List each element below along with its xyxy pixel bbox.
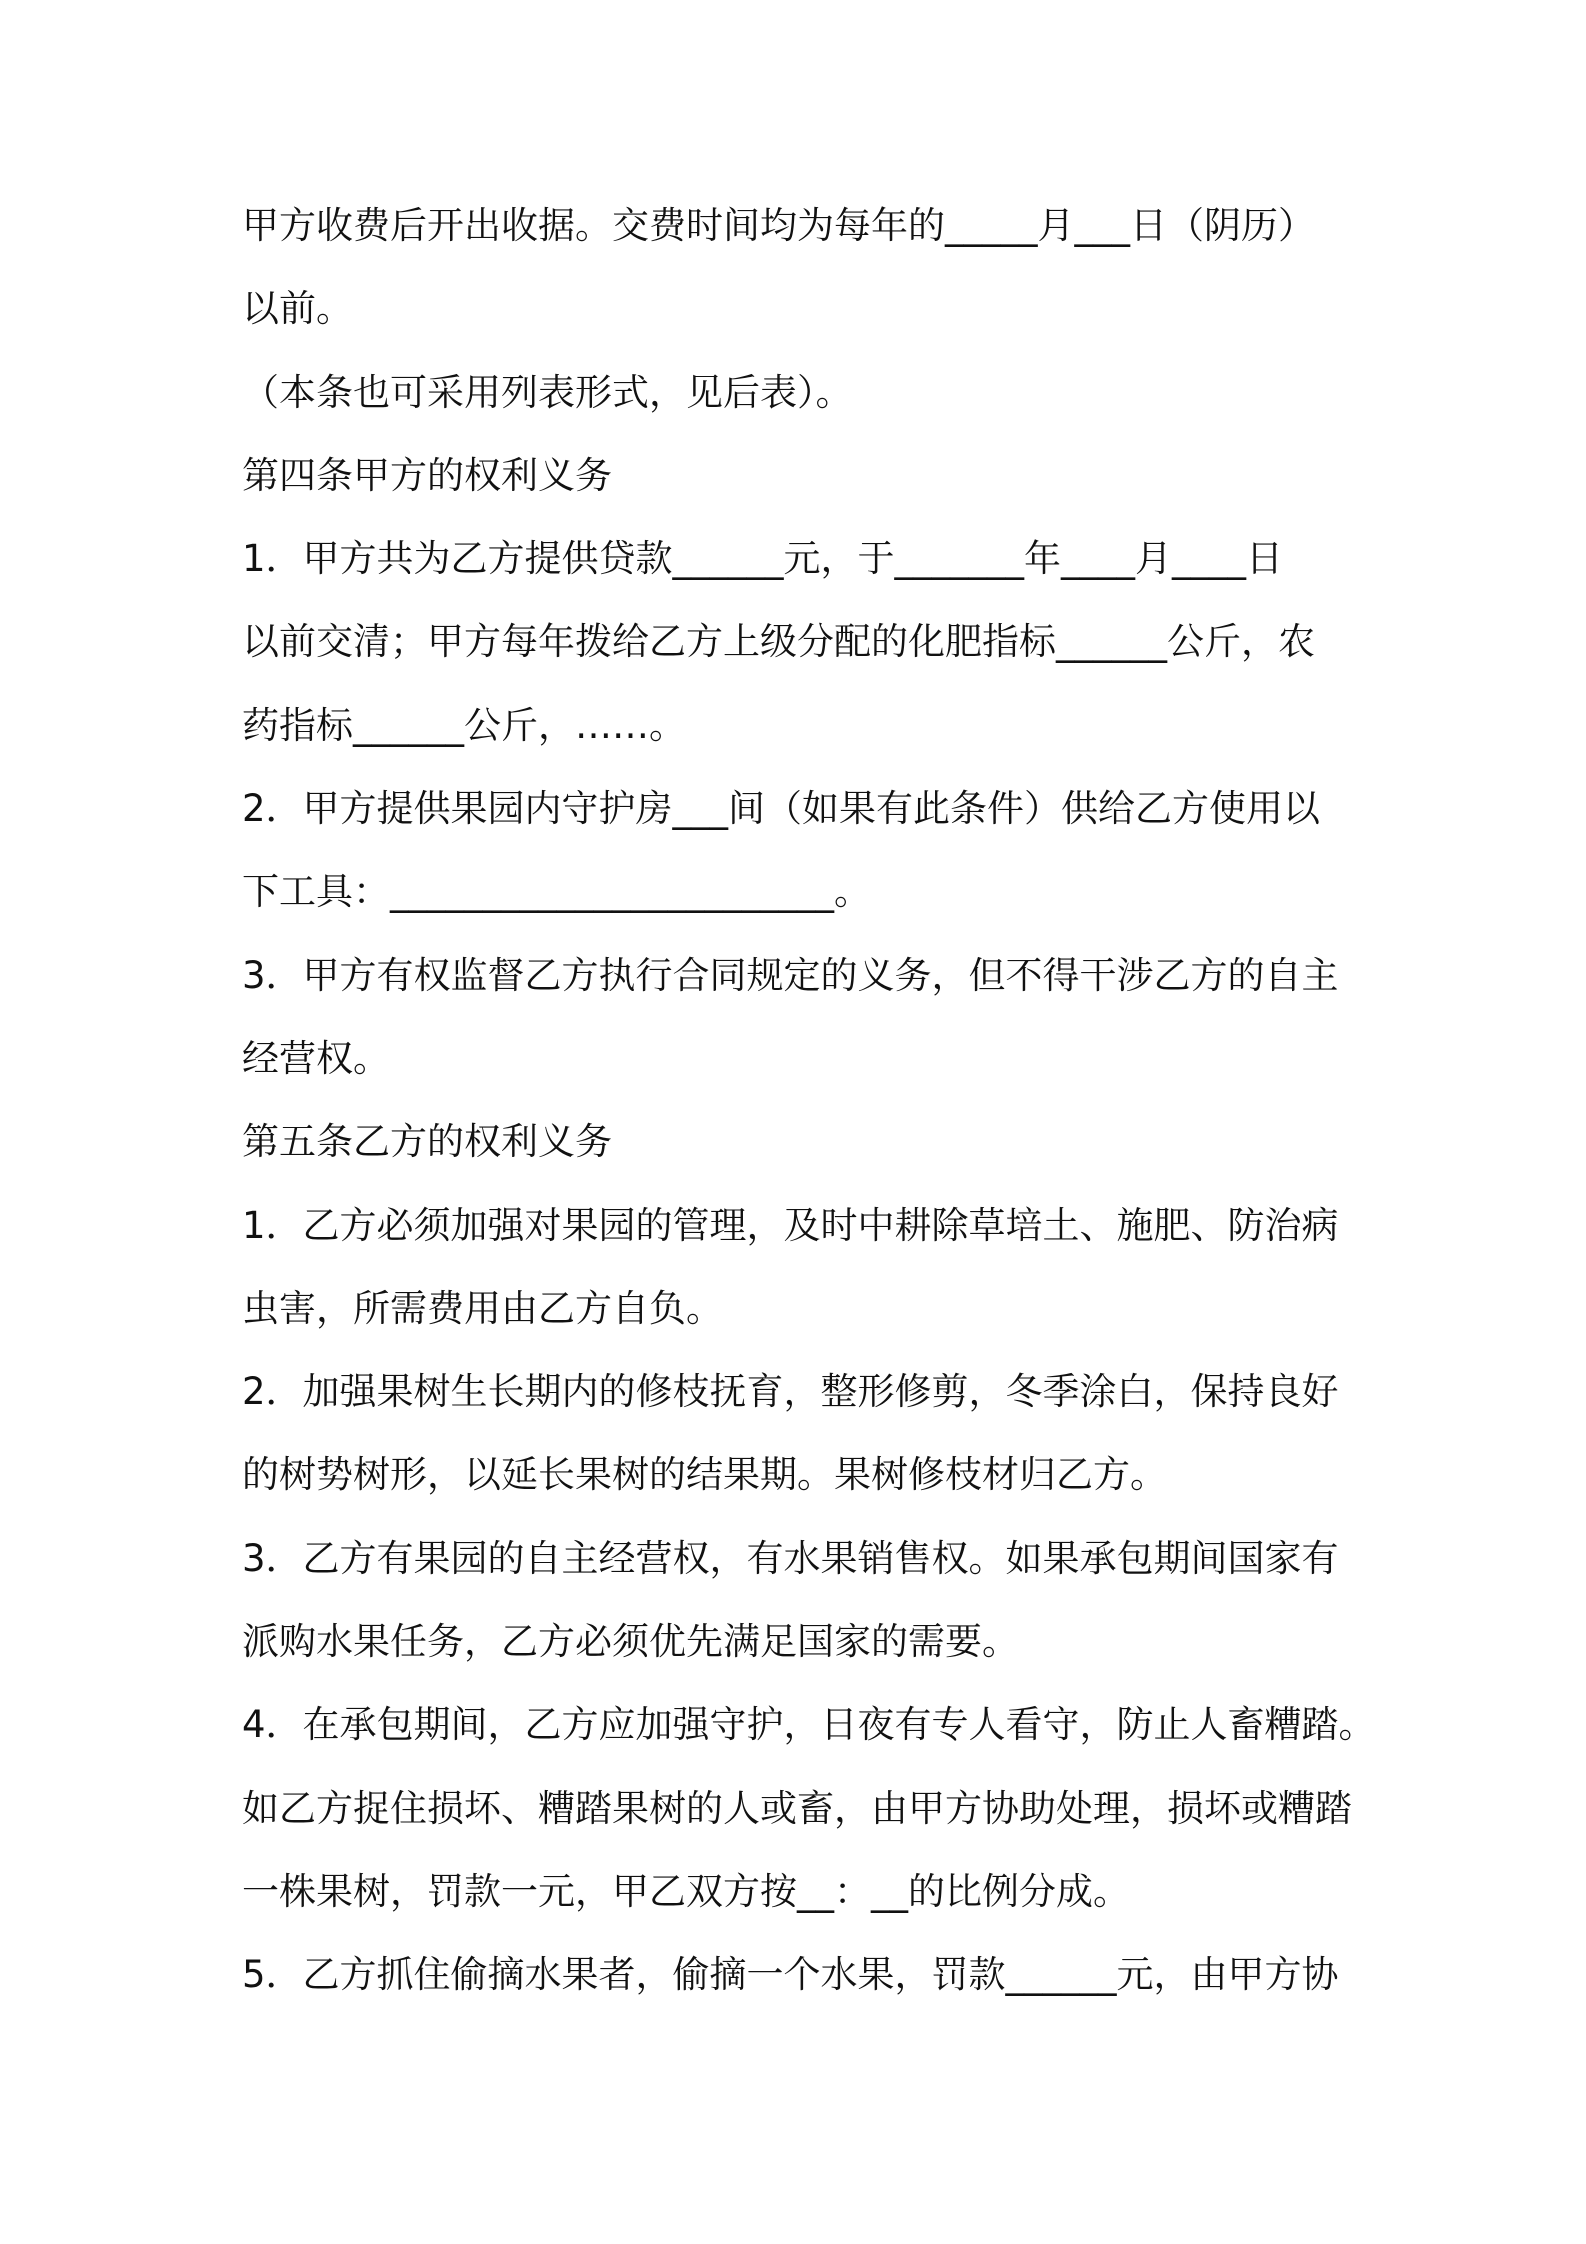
text-line-article-4-item-2: 2．甲方提供果园内守护房___间（如果有此条件）供给乙方使用以 [242,787,1321,831]
document-body [242,204,1376,2038]
text-line-article-5-item-1: 1．乙方必须加强对果园的管理，及时中耕除草培土、施肥、防治病 [242,1203,1339,1247]
text-line-article-5-item-4-cont: 如乙方捉住损坏、糟踏果树的人或畜，由甲方协助处理，损坏或糟踏 [242,1786,1352,1830]
text-line-article-4-item-1-cont: 以前交清；甲方每年拨给乙方上级分配的化肥指标______公斤，农 [242,620,1315,664]
text-line-article-5-item-3: 3．乙方有果园的自主经营权，有水果销售权。如果承包期间国家有 [242,1536,1339,1580]
section-heading-article-5: 第五条乙方的权利义务 [242,1120,612,1164]
text-line-article-5-item-4-end: 一株果树，罚款一元，甲乙双方按__：__的比例分成。 [242,1869,1130,1913]
text-line-article-5-item-2-end: 的树势树形，以延长果树的结果期。果树修枝材归乙方。 [242,1453,1167,1497]
text-line-article-4-item-1-end: 药指标______公斤，……。 [242,703,686,747]
text-line-article-4-item-3-end: 经营权。 [242,1036,390,1080]
text-line-article-5-item-4: 4．在承包期间，乙方应加强守护，日夜有专人看守，防止人畜糟踏。 [242,1703,1376,1747]
text-line-article-4-item-3: 3．甲方有权监督乙方执行合同规定的义务，但不得干涉乙方的自主 [242,953,1339,997]
text-line-article-5-item-1-end: 虫害，所需费用由乙方自负。 [242,1286,723,1330]
text-line-payment-receipt: 甲方收费后开出收据。交费时间均为每年的_____月___日（阴历） [242,204,1315,247]
text-line-before: 以前。 [242,287,353,331]
text-line-article-5-item-3-end: 派购水果任务，乙方必须优先满足国家的需要。 [242,1620,1019,1664]
text-line-article-5-item-5: 5．乙方抓住偷摘水果者，偷摘一个水果，罚款______元，由甲方协 [242,1953,1339,1997]
text-line-article-5-item-2: 2．加强果树生长期内的修枝抚育，整形修剪，冬季涂白，保持良好 [242,1370,1339,1414]
text-line-article-4-item-2-end: 下工具：________________________。 [242,870,871,914]
section-heading-article-4: 第四条甲方的权利义务 [242,453,612,497]
text-line-table-note: （本条也可采用列表形式，见后表）。 [242,370,853,414]
text-line-article-4-item-1: 1．甲方共为乙方提供贷款______元，于_______年____月____日 [242,537,1284,581]
